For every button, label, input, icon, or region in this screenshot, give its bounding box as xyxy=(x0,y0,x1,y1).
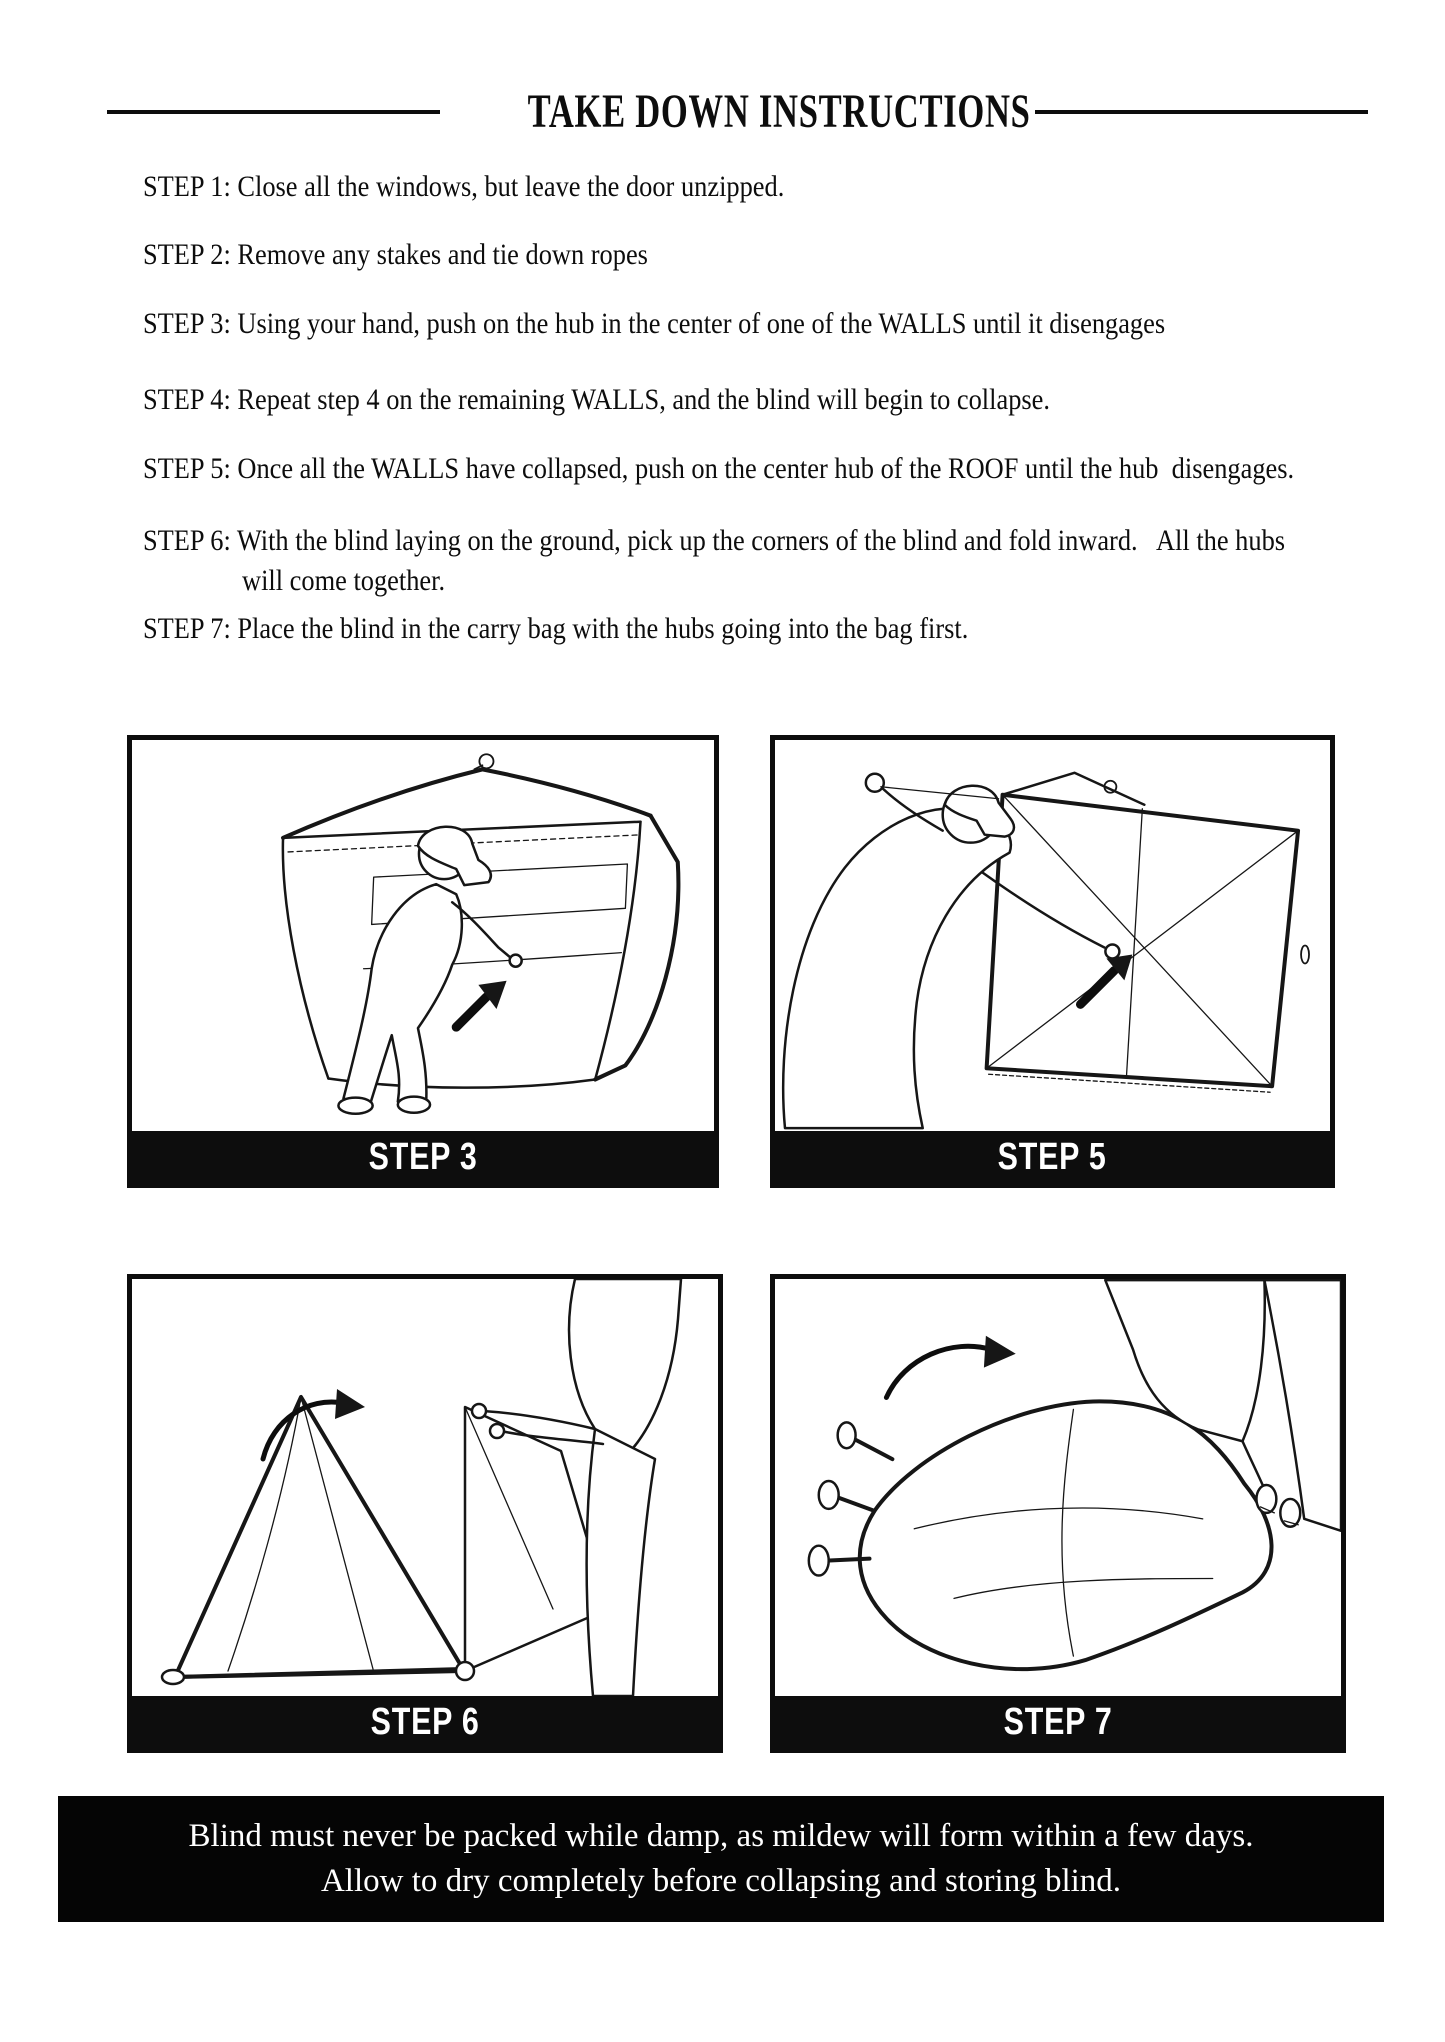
title-rule-right xyxy=(1035,110,1368,114)
push-direction-arrow-icon xyxy=(456,981,506,1027)
warning-line-1: Blind must never be packed while damp, as mildew will form within a few days. xyxy=(188,1818,1254,1854)
panel-step-5-caption-bar xyxy=(775,1131,1330,1183)
step-2-instruction: STEP 2: Remove any stakes and tie down ropes xyxy=(143,238,648,271)
step5-illustration xyxy=(775,740,1330,1131)
folding-blind-drawing xyxy=(162,1397,608,1684)
panel-step-3-caption: STEP 3 xyxy=(368,1135,478,1178)
step3-illustration xyxy=(132,740,714,1131)
panel-step-3-caption-bar xyxy=(132,1131,714,1183)
step-1-instruction: STEP 1: Close all the windows, but leave the door unzipped. xyxy=(143,170,785,203)
panel-step-6 xyxy=(127,1274,723,1753)
warning-line-2: Allow to dry completely before collapsing and storing blind. xyxy=(320,1863,1122,1899)
page-title: TAKE DOWN INSTRUCTIONS xyxy=(527,85,1031,138)
panel-step-5 xyxy=(770,735,1335,1188)
title-rule-left xyxy=(107,110,440,114)
step-7-instruction: STEP 7: Place the blind in the carry bag with the hubs going into the bag first. xyxy=(143,612,969,645)
panel-step-3 xyxy=(127,735,719,1188)
step-3-instruction: STEP 3: Using your hand, push on the hub in the center of one of the WALLS until it disengages xyxy=(143,307,1166,340)
step-6-instruction: STEP 6: With the blind laying on the ground, pick up the corners of the blind and fold inward. All the hubs xyxy=(143,524,1286,557)
folded-blind-drawing xyxy=(809,1401,1272,1669)
panel-step-7-caption-bar xyxy=(775,1696,1341,1748)
panel-step-6-caption: STEP 6 xyxy=(370,1700,480,1743)
step6-illustration xyxy=(132,1279,718,1696)
panel-step-6-caption-bar xyxy=(132,1696,718,1748)
step-4-instruction: STEP 4: Repeat step 4 on the remaining WALLS, and the blind will begin to collapse. xyxy=(143,383,1050,416)
panel-step-7-caption: STEP 7 xyxy=(1003,1700,1113,1743)
mildew-warning-banner xyxy=(58,1796,1384,1922)
step7-illustration xyxy=(775,1279,1341,1696)
step-5-instruction: STEP 5: Once all the WALLS have collapsed, push on the center hub of the ROOF until the hub disengages. xyxy=(143,452,1295,485)
step-6-instruction-continued: will come together. xyxy=(242,564,446,597)
panel-step-7 xyxy=(770,1274,1346,1753)
panel-step-5-caption: STEP 5 xyxy=(997,1135,1107,1178)
collapsed-wall-drawing xyxy=(987,773,1309,1092)
blind-cube-drawing xyxy=(283,754,679,1087)
fold-direction-arrow-icon xyxy=(886,1336,1015,1398)
person-pushing-figure xyxy=(338,827,521,1114)
